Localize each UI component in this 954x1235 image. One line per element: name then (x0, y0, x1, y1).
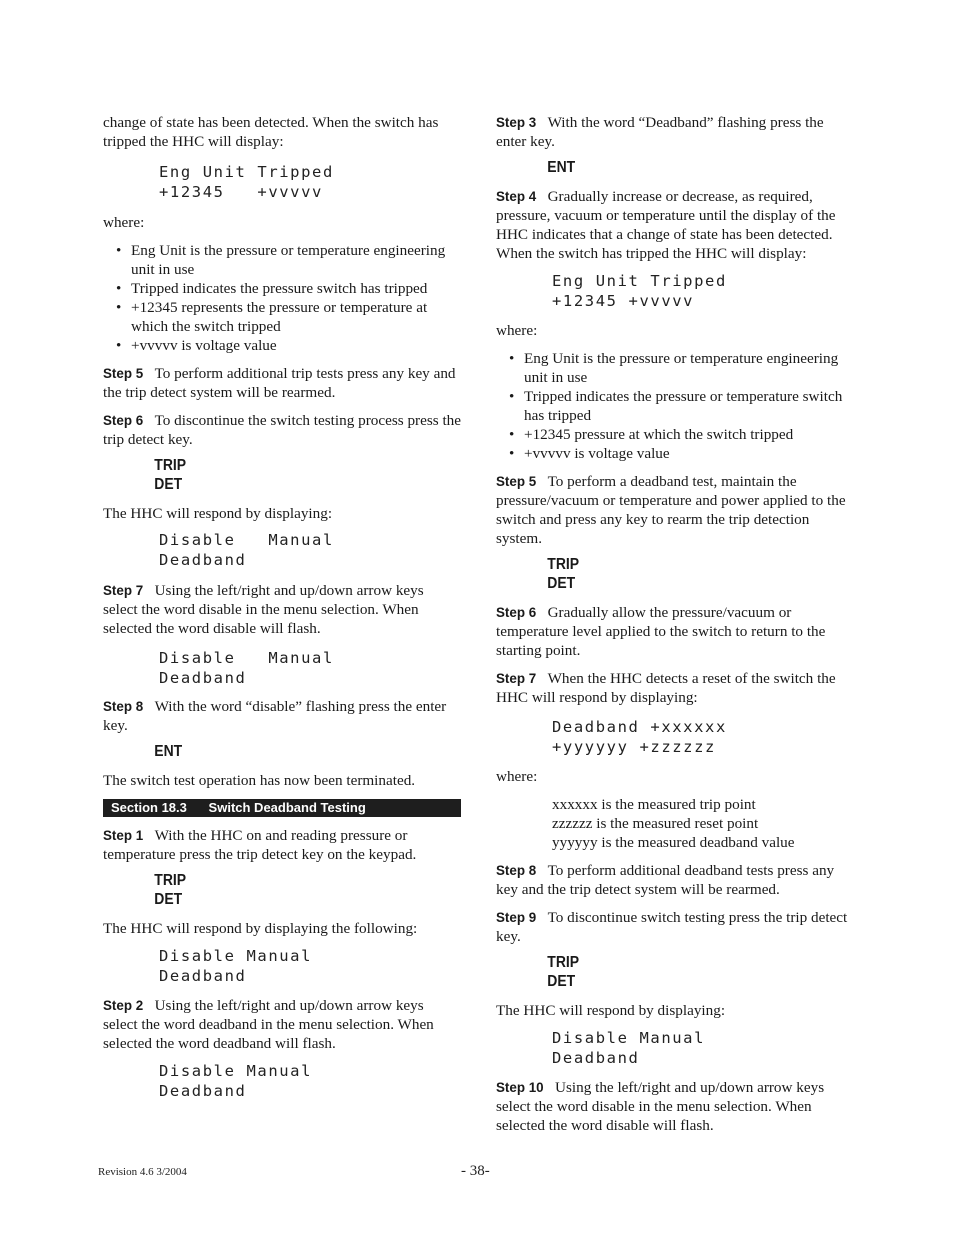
trip-det-key: TRIP DET (154, 457, 187, 493)
list-item: • +vvvvv is voltage value (496, 444, 854, 463)
deadband-step-8: Step 8 To perform additional deadband tests press any key and the trip detect system will be rearmed. (496, 862, 835, 898)
trip-det-key: TRIP DET (547, 954, 580, 990)
where-label: where: (496, 768, 538, 785)
deadband-step-7: Step 7 When the HHC detects a reset of the switch the HHC will respond by displaying: (496, 670, 836, 706)
deadband-step-4: Step 4 Gradually increase or decrease, as required, pressure, vacuum or temperature until the display of the HHC indicates that a change of state has been detected. When the switch has tripped the HHC will display: (496, 188, 836, 262)
lcd-display: Eng Unit Tripped +12345 +vvvvv (159, 163, 334, 201)
intro-text: change of state has been detected. When the switch has tripped the HHC will display: (103, 114, 439, 150)
list-item: • +12345 represents the pressure or temperature at which the switch tripped (103, 298, 461, 336)
respond-text: The HHC will respond by displaying: (496, 1002, 726, 1019)
list-item: • Tripped indicates the pressure switch has tripped (103, 279, 461, 298)
revision-footer: Revision 4.6 3/2004 (98, 1166, 187, 1178)
lcd-display: Disable Manual Deadband (159, 1062, 313, 1100)
step-5: Step 5 To perform additional trip tests press any key and the trip detect system will be rearmed. (103, 365, 456, 401)
list-item: • Tripped indicates the pressure or temperature switch has tripped (496, 387, 854, 425)
list-item: yyyyyy is the measured deadband value (552, 834, 795, 851)
deadband-step-3: Step 3 With the word “Deadband” flashing press the enter key. (496, 114, 824, 150)
terminated-text: The switch test operation has now been terminated. (103, 772, 416, 789)
deadband-step-5: Step 5 To perform a deadband test, maintain the pressure/vacuum or temperature and power applied to the switch and press any key to rearm the trip detection system. (496, 473, 846, 547)
lcd-display: Disable Manual Deadband (552, 1029, 706, 1067)
trip-det-key: TRIP DET (154, 872, 187, 908)
bullet-list (103, 241, 461, 355)
lcd-display: Eng Unit Tripped +12345 +vvvvv (552, 272, 727, 310)
right-column (496, 113, 854, 1135)
list-item: • Eng Unit is the pressure or temperature engineering unit in use (103, 241, 461, 279)
deadband-step-9: Step 9 To discontinue switch testing press the trip detect key. (496, 909, 848, 945)
section-header: Section 18.3 Switch Deadband Testing (103, 799, 461, 817)
lcd-display: Disable Manual Deadband (159, 649, 334, 687)
respond-text: The HHC will respond by displaying the following: (103, 920, 418, 937)
where-label: where: (496, 322, 538, 339)
deadband-step-6: Step 6 Gradually allow the pressure/vacuum or temperature level applied to the switch to return to the starting point. (496, 604, 826, 659)
list-item: • +12345 pressure at which the switch tripped (496, 425, 854, 444)
respond-text: The HHC will respond by displaying: (103, 505, 333, 522)
step-8: Step 8 With the word “disable” flashing press the enter key. (103, 698, 447, 734)
deadband-step-1: Step 1 With the HHC on and reading pressure or temperature press the trip detect key on the keypad. (103, 827, 417, 863)
left-column (103, 113, 461, 1101)
trip-det-key: TRIP DET (547, 556, 580, 592)
lcd-display: Disable Manual Deadband (159, 531, 334, 569)
definition-list (496, 795, 854, 852)
ent-key: ENT (154, 743, 183, 760)
deadband-step-10: Step 10 Using the left/right and up/down arrow keys select the word disable in the menu selection. When selected the word disable will flash. (496, 1079, 825, 1134)
step-6: Step 6 To discontinue the switch testing process press the trip detect key. (103, 412, 462, 448)
list-item: xxxxxx is the measured trip point (552, 796, 756, 813)
bullet-list (496, 349, 854, 463)
deadband-step-2: Step 2 Using the left/right and up/down arrow keys select the word deadband in the menu selection. When selected the word deadband will flash. (103, 997, 434, 1052)
list-item: zzzzzz is the measured reset point (552, 815, 759, 832)
list-item: • +vvvvv is voltage value (103, 336, 461, 355)
step-7: Step 7 Using the left/right and up/down arrow keys select the word disable in the menu selection. When selected the word disable will flash. (103, 582, 424, 637)
lcd-display: Disable Manual Deadband (159, 947, 313, 985)
list-item: • Eng Unit is the pressure or temperature engineering unit in use (496, 349, 854, 387)
lcd-display: Deadband +xxxxxx +yyyyyy +zzzzzz (552, 718, 727, 756)
page-number: - 38- (461, 1163, 490, 1179)
where-label: where: (103, 214, 145, 231)
ent-key: ENT (547, 159, 576, 176)
